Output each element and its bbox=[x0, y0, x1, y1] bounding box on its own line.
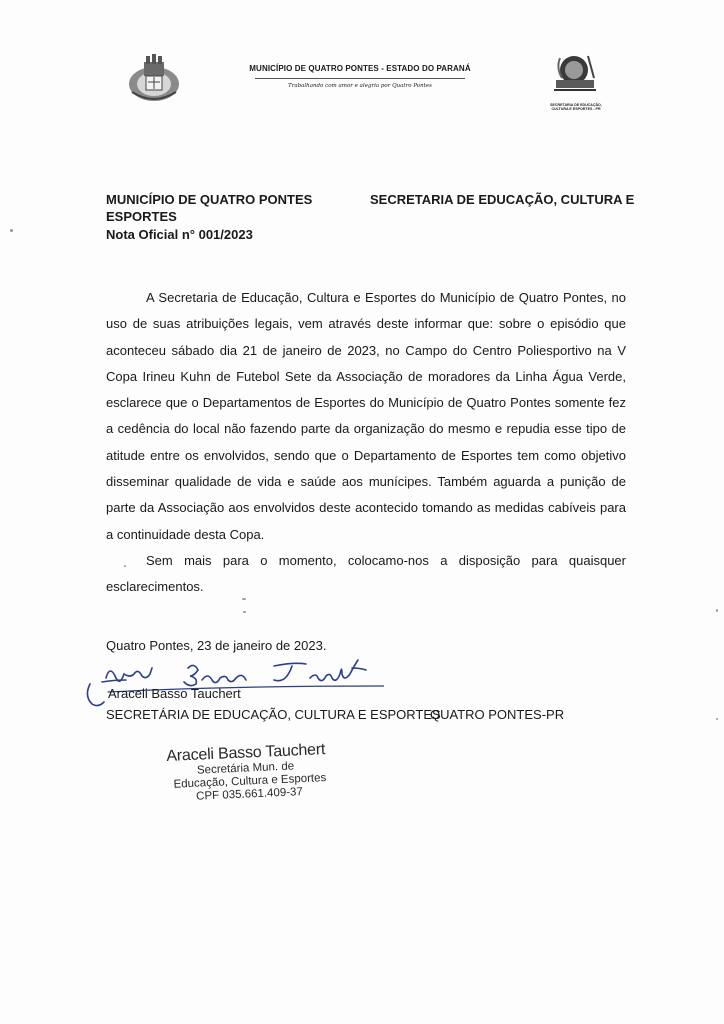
body-paragraph-1: A Secretaria de Educação, Cultura e Esportes do Município de Quatro Pontes, no uso de suas atribuições legais, vem através deste informar que: sobre o episódio que aconteceu sábado dia 21 de janeiro de 2023, no Campo do Centro Poliesportivo na V Copa Irineu Kuhn de Futebol Sete da Associação de moradores da Linha Água Verde, esclarece que o Departamentos de Esportes do Município de Quatro Pontes somente fez a cedência do local não fazendo parte da organização do mesmo e repudia esse tipo de atitude entre os envolvidos, sendo que o Departamento de Esportes tem como objetivo disseminar qualidade de vida e saúde aos munícipes. Também aguarda a punição de parte da Associação aos envolvidos deste acontecido tomando as medidas cabíveis para a continuidade desta Copa. bbox=[106, 290, 626, 542]
scan-speck bbox=[124, 565, 126, 567]
scan-speck bbox=[243, 611, 246, 613]
signer-location: QUATRO PONTES-PR bbox=[430, 707, 565, 722]
scan-speck bbox=[10, 229, 13, 232]
official-note-number: Nota Oficial n° 001/2023 bbox=[106, 227, 253, 242]
scan-speck bbox=[716, 609, 718, 612]
signer-role: SECRETÁRIA DE EDUCAÇÃO, CULTURA E ESPORTES bbox=[106, 707, 441, 722]
secretariat-logo-caption: SECRETARIA DE EDUCAÇÃO, CULTURA E ESPORTES - PR bbox=[550, 103, 602, 112]
stamp-cpf: CPF 035.661.409-37 bbox=[195, 786, 304, 803]
header-municipality: MUNICÍPIO DE QUATRO PONTES bbox=[106, 192, 313, 207]
letterhead-divider bbox=[255, 78, 465, 79]
letterhead-slogan: Trabalhando com amor e alegria por Quatro Pontes bbox=[288, 83, 432, 89]
document-body bbox=[106, 285, 626, 601]
scan-speck bbox=[242, 598, 246, 600]
place-and-date: Quatro Pontes, 23 de janeiro de 2023. bbox=[106, 638, 327, 653]
header-secretariat-continued: ESPORTES bbox=[106, 209, 177, 224]
stamp-name: Araceli Basso Tauchert bbox=[166, 741, 326, 765]
header-secretariat: SECRETARIA DE EDUCAÇÃO, CULTURA E bbox=[370, 192, 635, 207]
signer-name: Araceli Basso Tauchert bbox=[108, 686, 241, 701]
letterhead-title: MUNICÍPIO DE QUATRO PONTES - ESTADO DO PARANÁ bbox=[249, 64, 471, 73]
stamp-department: Educação, Cultura e Esportes bbox=[173, 772, 327, 791]
secretariat-logo bbox=[548, 50, 604, 112]
municipal-crest-logo bbox=[126, 52, 182, 106]
stamp-title: Secretária Mun. de bbox=[196, 760, 295, 777]
body-paragraph-2: Sem mais para o momento, colocamo-nos a disposição para quaisquer esclarecimentos. bbox=[106, 552, 626, 595]
official-stamp bbox=[166, 741, 338, 805]
scan-speck bbox=[716, 718, 718, 720]
